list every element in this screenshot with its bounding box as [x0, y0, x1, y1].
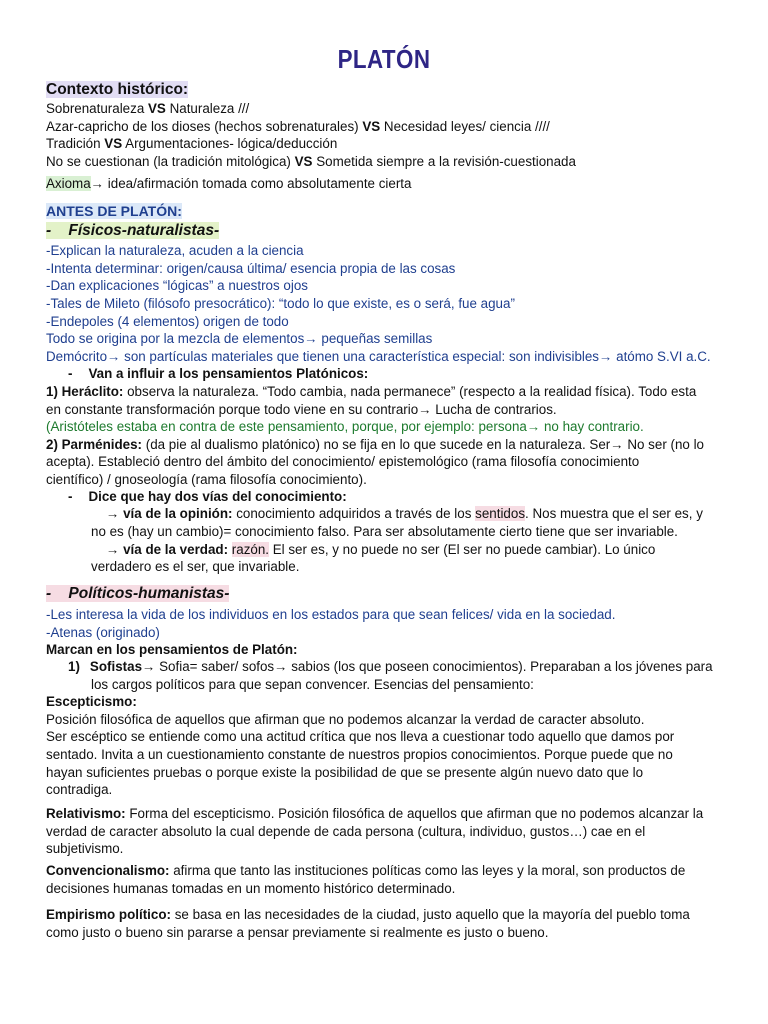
relativismo-line-2: verdad de caracter absoluto la cual depende de cada persona (cultura, individuo, gustos…) cae en el: [46, 824, 646, 839]
influir-bullet: - Van a influir a los pensamientos Platónicos:: [68, 366, 369, 381]
convencionalismo-line-1: Convencionalismo: afirma que tanto las instituciones políticas como las leyes y la moral, son productos de: [46, 863, 686, 878]
escepticismo-line: Ser escéptico se entiende como una actitud crítica que nos lleva a cuestionar todo aquello que damos por: [46, 729, 675, 744]
relativismo-line-3: subjetivismo.: [46, 841, 124, 856]
relativismo-line-1: Relativismo: Forma del escepticismo. Posición filosófica de aquellos que afirman que no podemos alcanzar la: [46, 806, 704, 821]
heraclito-line-2: en constante transformación porque todo viene en su contrario→ Lucha de contrarios.: [46, 402, 557, 417]
via-opinion-line-1: → vía de la opinión: conocimiento adquiridos a través de los sentidos. Nos muestra que el ser es, y: [106, 506, 703, 521]
politicos-heading: - Políticos-humanistas-: [46, 585, 230, 602]
escepticismo-line: hayan suficientes pruebas o porque existe la posibilidad de que se presente algún nuevo dato que lo: [46, 765, 644, 780]
heraclito-line-1: 1) Heráclito: observa la naturaleza. “Todo cambia, nada permanece” (respecto a la realidad física). Todo esta: [46, 384, 697, 399]
fisicos-item: -Dan explicaciones “lógicas” a nuestros ojos: [46, 278, 308, 293]
antes-heading: ANTES DE PLATÓN:: [46, 203, 182, 219]
convencionalismo-line-2: decisiones humanas tomadas en un momento histórico determinado.: [46, 881, 456, 896]
fisicos-item: -Intenta determinar: origen/causa última/ esencia propia de las cosas: [46, 261, 456, 276]
fisicos-heading: - Físicos-naturalistas-: [46, 222, 220, 239]
contexto-line-1: Sobrenaturaleza VS Naturaleza ///: [46, 101, 250, 116]
fisicos-item: Todo se origina por la mezcla de elementos→ pequeñas semillas: [46, 331, 433, 346]
via-verdad-line-1: → vía de la verdad: razón. El ser es, y no puede no ser (El ser no puede cambiar). Lo único: [106, 542, 656, 557]
marcan-heading: Marcan en los pensamientos de Platón:: [46, 642, 298, 657]
escepticismo-heading: Escepticismo:: [46, 694, 137, 709]
politicos-item: -Les interesa la vida de los individuos en los estados para que sean felices/ vida en la sociedad.: [46, 607, 616, 622]
page-title: PLATÓN: [337, 44, 431, 74]
fisicos-item: -Endepoles (4 elementos) origen de todo: [46, 314, 289, 329]
fisicos-item: -Tales de Mileto (filósofo presocrático): “todo lo que existe, es o será, fue agua”: [46, 296, 515, 311]
axioma-definition: Axioma→ idea/afirmación tomada como absolutamente cierta: [46, 176, 412, 191]
fisicos-item: -Explican la naturaleza, acuden a la ciencia: [46, 243, 304, 258]
sofistas-line-1: 1) Sofistas→ Sofia= saber/ sofos→ sabios (los que poseen conocimientos). Preparaban a los jóvenes para: [68, 659, 713, 674]
fisicos-item: Demócrito→ son partículas materiales que tienen una característica especial: son indivisibles→ atómo S.VI a.C.: [46, 349, 711, 364]
via-opinion-line-2: no es (hay un cambio)= conocimiento falso. Para ser absolutamente cierto tiene que ser invariable.: [91, 524, 678, 539]
parmenides-line-1: 2) Parménides: (da pie al dualismo platónico) no se fija en lo que sucede en la naturaleza. Ser→ No ser (no lo: [46, 437, 705, 452]
parmenides-line-3: científico) / gnoseología (rama filosofía conocimiento).: [46, 472, 367, 487]
contexto-line-4: No se cuestionan (la tradición mitológica) VS Sometida siempre a la revisión-cuestionada: [46, 154, 576, 169]
parmenides-line-2: acepta). Estableció dentro del ámbito del conocimiento/ epistemológico (rama filosofía conocimiento: [46, 454, 640, 469]
aristoteles-note: (Aristóteles estaba en contra de este pensamiento, porque, por ejemplo: persona→ no hay contrario.: [46, 419, 644, 434]
politicos-item: -Atenas (originado): [46, 625, 160, 640]
contexto-line-3: Tradición VS Argumentaciones- lógica/deducción: [46, 136, 338, 151]
via-verdad-line-2: verdadero es el ser, que invariable.: [91, 559, 300, 574]
contexto-line-2: Azar-capricho de los dioses (hechos sobrenaturales) VS Necesidad leyes/ ciencia ////: [46, 119, 550, 134]
contexto-heading: Contexto histórico:: [46, 81, 189, 98]
sofistas-line-2: los cargos políticos para que sepan convencer. Esencias del pensamiento:: [91, 677, 534, 692]
dos-vias-bullet: - Dice que hay dos vías del conocimiento:: [68, 489, 347, 504]
escepticismo-line: sentado. Invita a un cuestionamiento constante de nuestros propios conocimientos. Porque puede que no: [46, 747, 673, 762]
escepticismo-line: Posición filosófica de aquellos que afirman que no podemos alcanzar la verdad de caracter absoluto.: [46, 712, 645, 727]
escepticismo-line: contradiga.: [46, 782, 113, 797]
empirismo-line-2: como justo o bueno sin pararse a pensar previamente si realmente es justo o bueno.: [46, 925, 549, 940]
empirismo-line-1: Empirismo político: se basa en las necesidades de la ciudad, justo aquello que la mayoría del pueblo toma: [46, 907, 690, 922]
